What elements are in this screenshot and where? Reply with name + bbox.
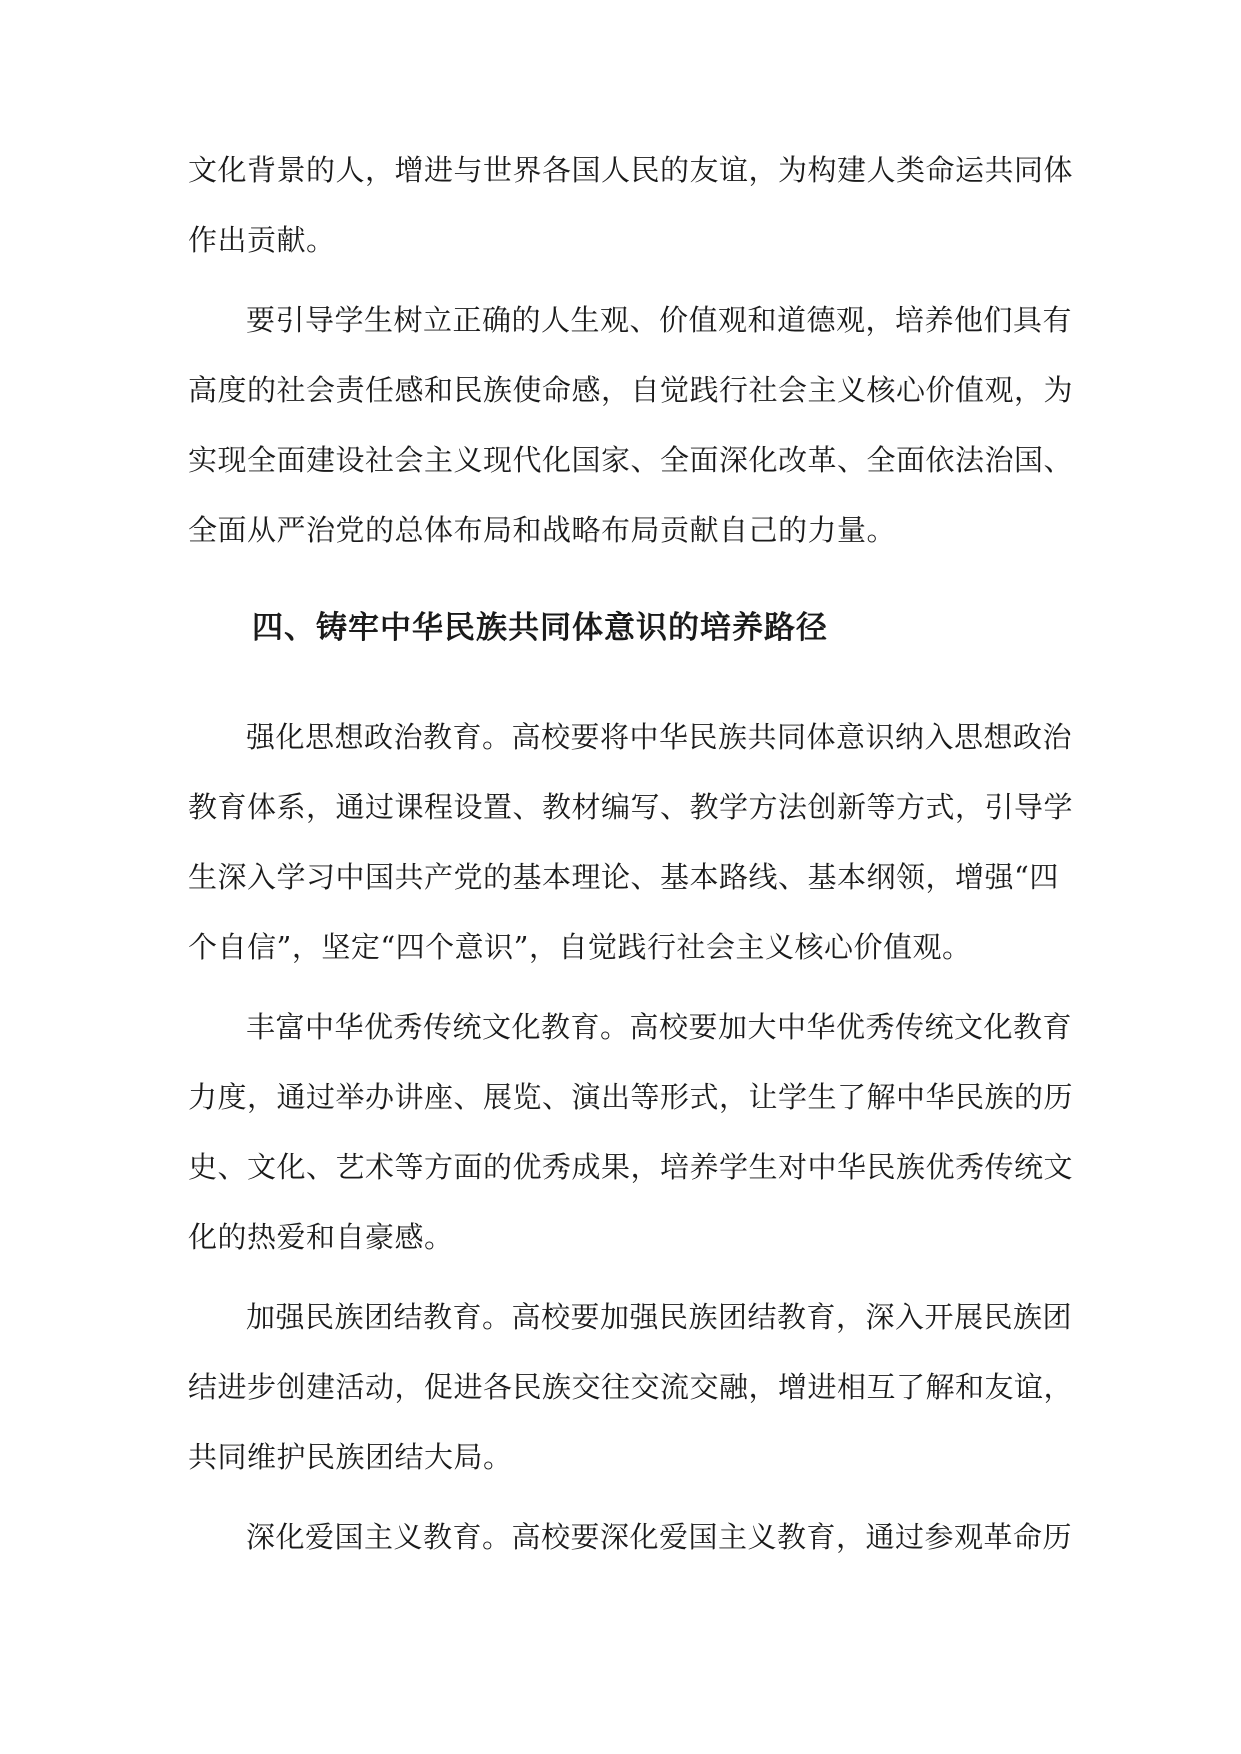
text-line: 个自信”，坚定“四个意识”，自觉践行社会主义核心价值观。 — [188, 930, 972, 964]
paragraph-first-line: 要引导学生树立正确的人生观、价值观和道德观，培养他们具有 — [246, 303, 1073, 337]
text-line: 作出贡献。 — [188, 223, 336, 257]
text-line: 实现全面建设社会主义现代化国家、全面深化改革、全面依法治国、 — [188, 443, 1074, 477]
text-line: 共同维护民族团结大局。 — [188, 1440, 513, 1474]
text-line: 文化背景的人，增进与世界各国人民的友谊，为构建人类命运共同体 — [188, 153, 1074, 187]
text-line: 化的热爱和自豪感。 — [188, 1220, 454, 1254]
paragraph-first-line: 强化思想政治教育。高校要将中华民族共同体意识纳入思想政治 — [246, 720, 1073, 754]
text-line: 教育体系，通过课程设置、教材编写、教学方法创新等方式，引导学 — [188, 790, 1074, 824]
text-line: 力度，通过举办讲座、展览、演出等形式，让学生了解中华民族的历 — [188, 1080, 1074, 1114]
section-heading: 四、铸牢中华民族共同体意识的培养路径 — [252, 610, 828, 646]
text-line: 结进步创建活动，促进各民族交往交流交融，增进相互了解和友谊， — [188, 1370, 1074, 1404]
paragraph-first-line: 深化爱国主义教育。高校要深化爱国主义教育，通过参观革命历 — [246, 1520, 1073, 1554]
text-line: 史、文化、艺术等方面的优秀成果，培养学生对中华民族优秀传统文 — [188, 1150, 1074, 1184]
paragraph-first-line: 加强民族团结教育。高校要加强民族团结教育，深入开展民族团 — [246, 1300, 1073, 1334]
text-line: 全面从严治党的总体布局和战略布局贡献自己的力量。 — [188, 513, 897, 547]
paragraph-first-line: 丰富中华优秀传统文化教育。高校要加大中华优秀传统文化教育 — [246, 1010, 1073, 1044]
text-line: 高度的社会责任感和民族使命感，自觉践行社会主义核心价值观，为 — [188, 373, 1074, 407]
text-line: 生深入学习中国共产党的基本理论、基本路线、基本纲领，增强“四 — [188, 860, 1059, 894]
